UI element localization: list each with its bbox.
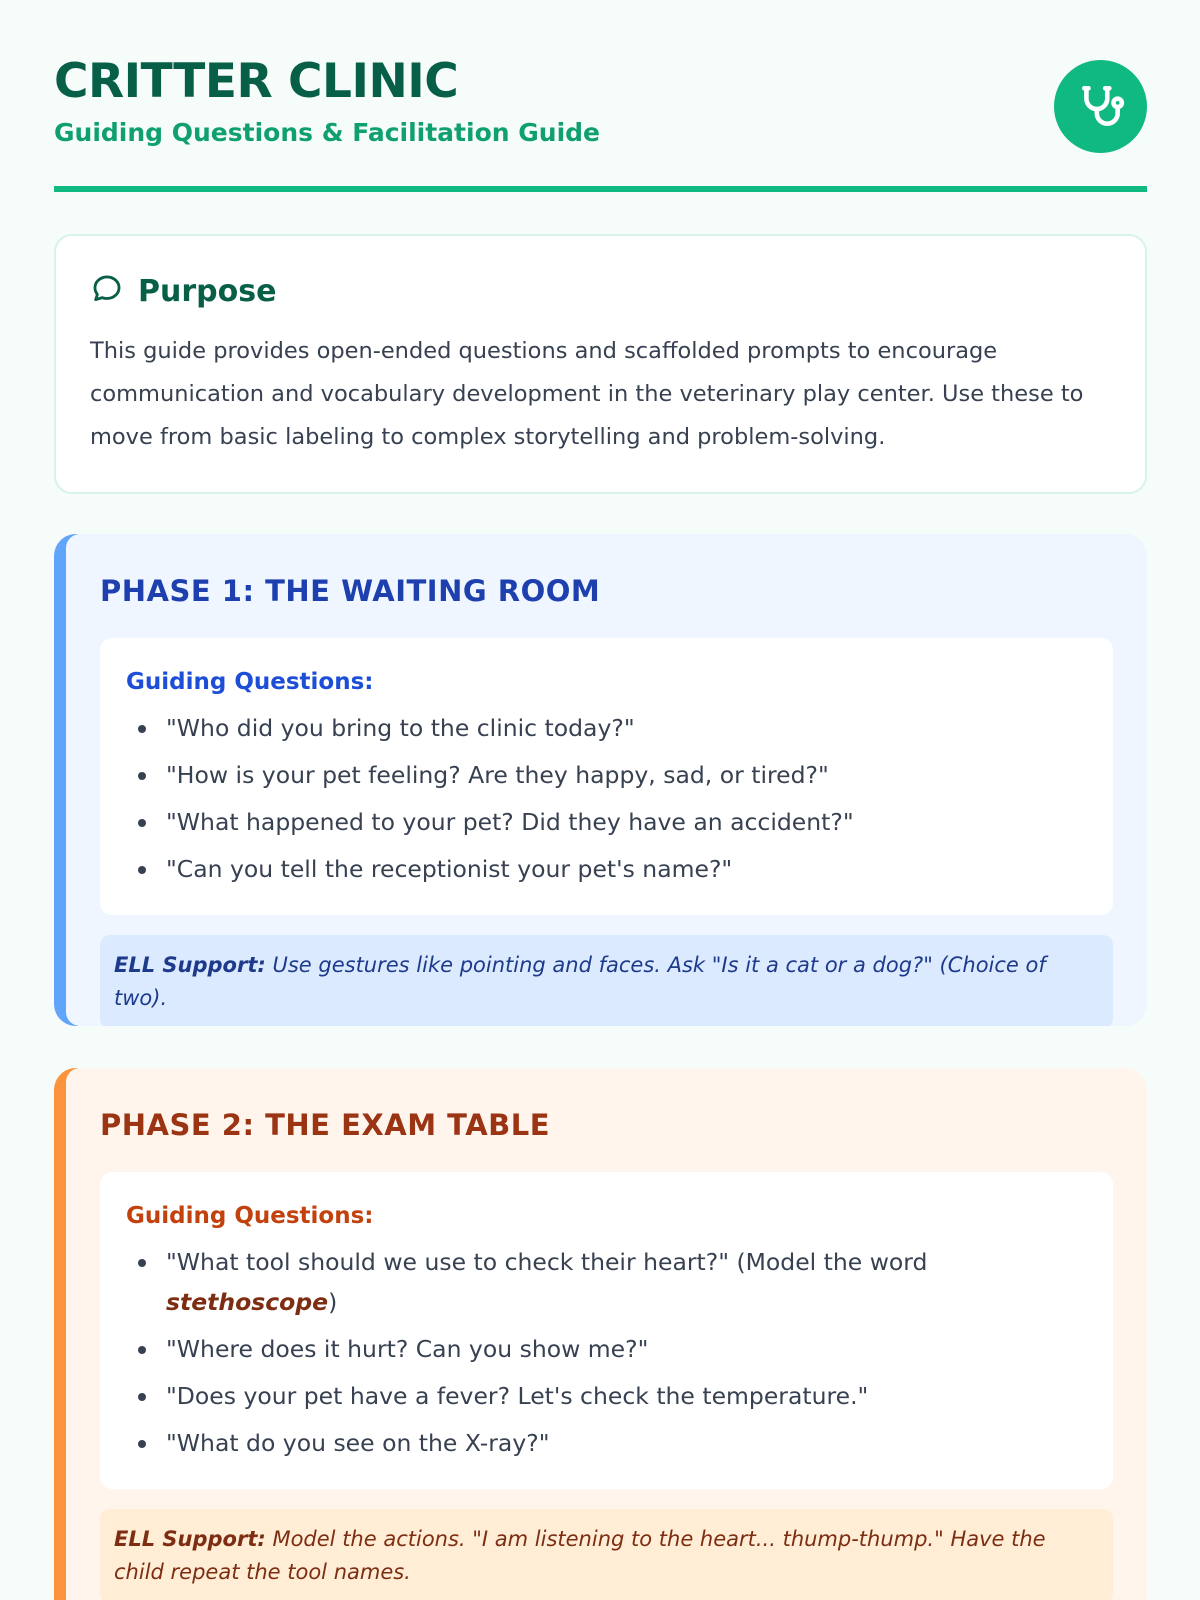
question-text: "What tool should we use to check their heart?" (Model the word <box>166 1248 928 1276</box>
question-close: ) <box>328 1288 338 1316</box>
speech-bubble-icon <box>90 272 124 310</box>
phase-1-question-list <box>126 708 1087 889</box>
phase-1-ell-support <box>100 935 1113 1026</box>
list-item: "What happened to your pet? Did they have an accident?" <box>126 802 1087 842</box>
purpose-title: Purpose <box>138 273 277 309</box>
phase-1-card <box>54 534 1147 1026</box>
phase-1-title: PHASE 1: THE WAITING ROOM <box>100 574 601 608</box>
purpose-header <box>90 270 1111 312</box>
list-item: "Does your pet have a fever? Let's check the temperature." <box>126 1376 1087 1416</box>
phase-1-accent-mask <box>66 534 80 1026</box>
vocabulary-term: stethoscope <box>166 1288 329 1316</box>
page-header <box>54 50 1147 194</box>
phase-1-questions-heading: Guiding Questions: <box>126 669 374 695</box>
list-item: "Can you tell the receptionist your pet's name?" <box>126 849 1087 889</box>
header-divider <box>54 186 1147 192</box>
purpose-text: This guide provides open-ended questions and scaffolded prompts to encourage communication and vocabulary development in the veterinary play center. Use these to move from basic labeling to complex storytelling and problem-solving. <box>90 338 1084 450</box>
ell-text: Use gestures like pointing and faces. Ask "Is it a cat or a dog?" (Choice of two). <box>114 953 1046 1010</box>
phase-2-questions-heading: Guiding Questions: <box>126 1203 374 1229</box>
phase-2-accent-mask <box>66 1068 80 1600</box>
purpose-card <box>54 234 1147 494</box>
list-item: "What do you see on the X-ray?" <box>126 1423 1087 1463</box>
phase-2-title: PHASE 2: THE EXAM TABLE <box>100 1108 551 1142</box>
page-title: CRITTER CLINIC <box>54 54 459 109</box>
list-item: "Where does it hurt? Can you show me?" <box>126 1329 1087 1369</box>
phase-2-card <box>54 1068 1147 1600</box>
phase-2-questions-card <box>100 1172 1113 1489</box>
phase-2-ell-support <box>100 1509 1113 1600</box>
page-subtitle: Guiding Questions & Facilitation Guide <box>54 118 600 147</box>
list-item <box>126 1242 1087 1322</box>
list-item: "Who did you bring to the clinic today?" <box>126 708 1087 748</box>
stethoscope-icon <box>1054 60 1147 153</box>
phase-2-question-list <box>126 1242 1087 1463</box>
list-item: "How is your pet feeling? Are they happy, sad, or tired?" <box>126 755 1087 795</box>
ell-label: ELL Support: <box>114 953 266 977</box>
phase-1-questions-card <box>100 638 1113 915</box>
ell-label: ELL Support: <box>114 1527 266 1551</box>
ell-text: Model the actions. "I am listening to the heart... thump-thump." Have the child repeat the tool names. <box>114 1527 1046 1584</box>
